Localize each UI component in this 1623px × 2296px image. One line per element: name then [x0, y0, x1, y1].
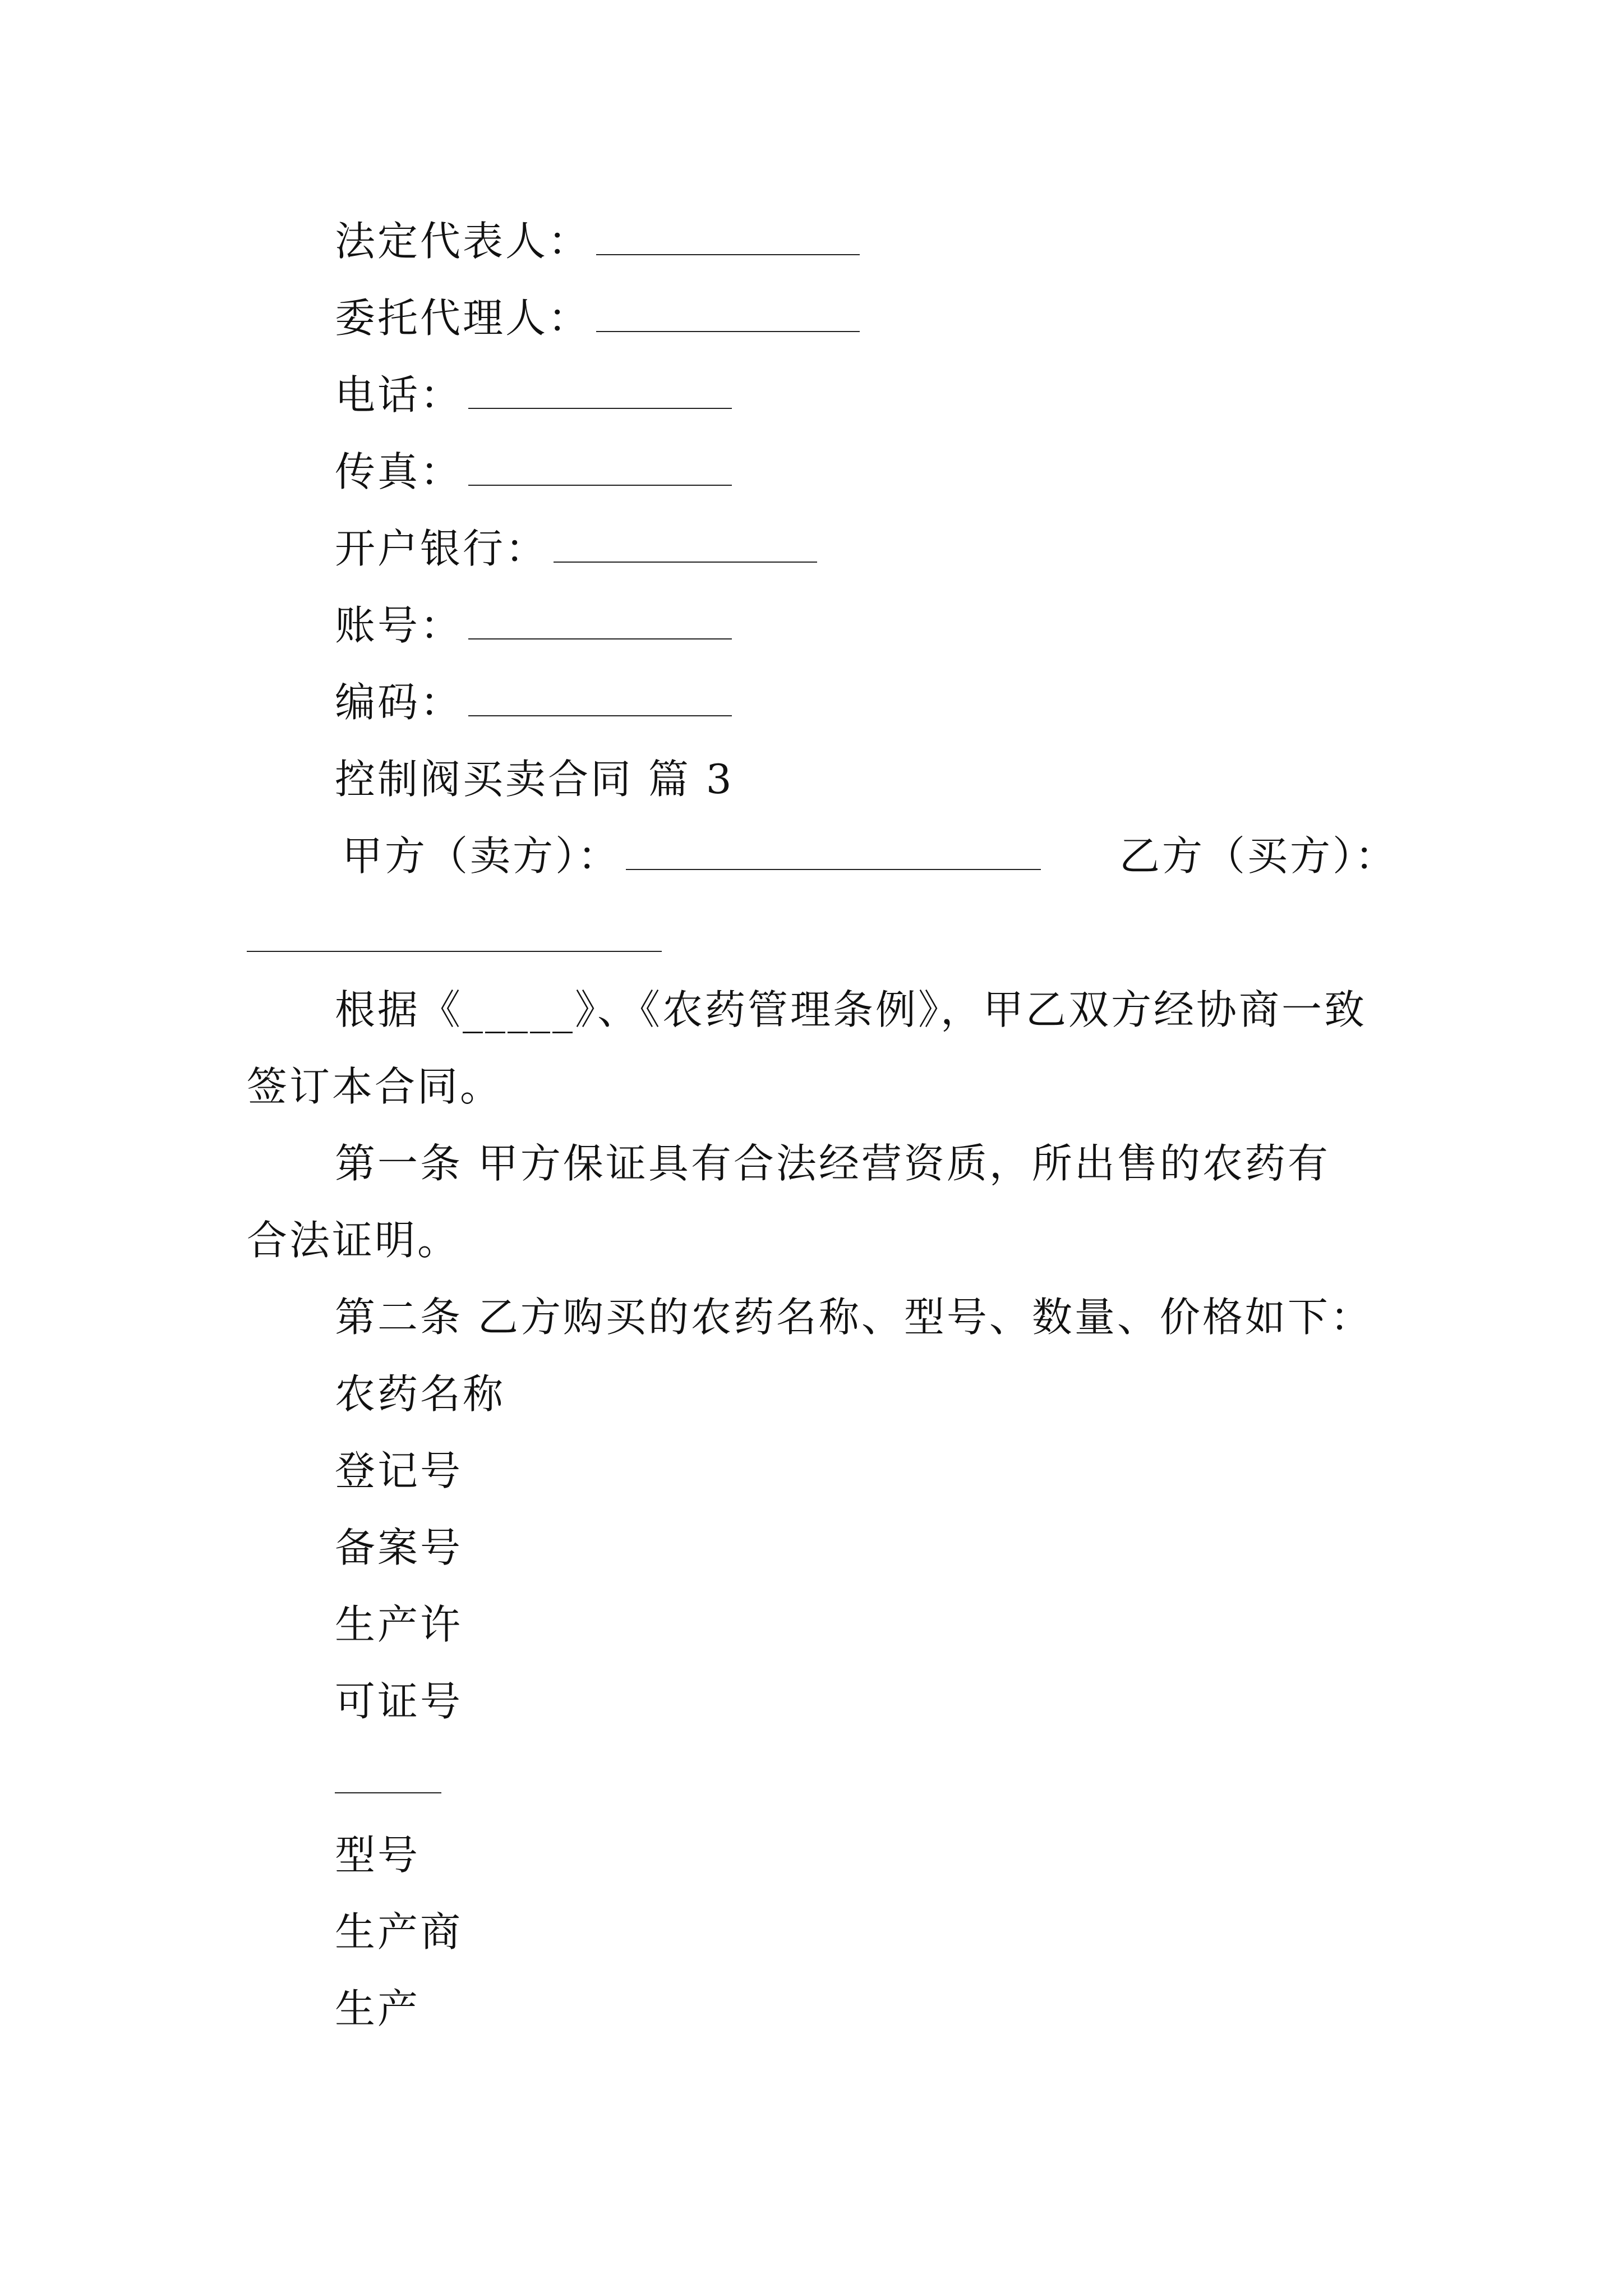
table-item: 型号	[335, 1832, 421, 1879]
field-label: 法定代表人：	[335, 218, 591, 265]
table-item: 农药名称	[335, 1370, 506, 1418]
table-item: 生产	[335, 1985, 421, 2032]
contract-heading: 控制阀买卖合同 篇 3	[335, 756, 734, 803]
field-label: 账号：	[335, 602, 463, 649]
buyer-blank	[247, 951, 662, 952]
table-item: 可证号	[335, 1678, 463, 1725]
field-phone	[335, 370, 732, 420]
field-fax	[335, 447, 732, 497]
table-item: 生产商	[335, 1908, 463, 1955]
article1-line-2: 合法证明。	[247, 1217, 460, 1264]
article2-line-1: 第二条 乙方购买的农药名称、型号、数量、价格如下：	[335, 1294, 1373, 1341]
blank-line	[554, 537, 817, 563]
buyer-label: 乙方（买方）：	[1119, 832, 1398, 880]
parties-line	[342, 831, 1398, 881]
field-label: 传真：	[335, 448, 463, 495]
blank-line	[468, 614, 732, 639]
field-code	[335, 677, 732, 728]
field-bank	[335, 523, 817, 574]
seller-blank	[626, 844, 1041, 870]
table-item: 备案号	[335, 1524, 463, 1571]
field-label: 委托代理人：	[335, 295, 591, 342]
field-authorized-agent	[335, 293, 860, 343]
blank-line	[596, 229, 860, 255]
table-item: 生产许	[335, 1601, 463, 1648]
field-label: 开户银行：	[335, 525, 548, 572]
seller-label: 甲方（卖方）：	[342, 832, 621, 880]
blank-line	[468, 460, 732, 486]
separator-rule	[335, 1792, 441, 1793]
blank-line	[596, 306, 860, 332]
field-label: 电话：	[335, 371, 463, 418]
intro-line-1: 根据《_____》、《农药管理条例》，甲乙双方经协商一致	[335, 986, 1367, 1033]
table-item: 登记号	[335, 1447, 463, 1494]
blank-line	[468, 383, 732, 409]
field-legal-representative	[335, 216, 860, 266]
blank-line	[468, 691, 732, 716]
field-account	[335, 600, 732, 651]
article1-line-1: 第一条 甲方保证具有合法经营资质，所出售的农药有	[335, 1140, 1330, 1187]
field-label: 编码：	[335, 679, 463, 726]
intro-line-2: 签订本合同。	[247, 1063, 503, 1110]
